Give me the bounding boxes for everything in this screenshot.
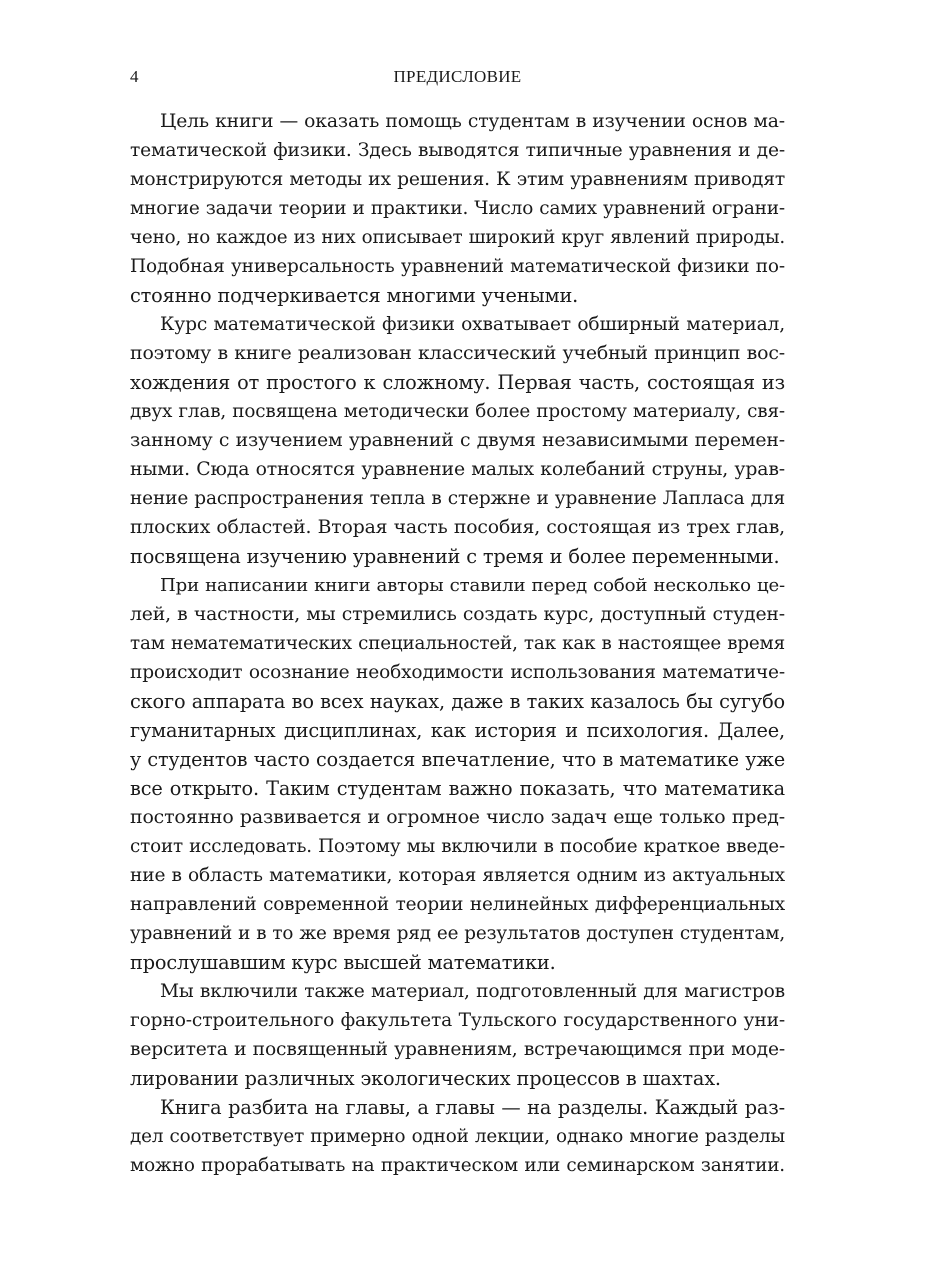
text-line: хождения от простого к сложному. Первая часть, состоящая из <box>130 371 785 394</box>
paragraph <box>130 1093 785 1180</box>
text-line: там нематематических специальностей, так как в настоящее время <box>130 633 785 654</box>
text-line: поэтому в книге реализован классический учебный принцип вос- <box>130 342 785 364</box>
text-line: плоских областей. Вторая часть пособия, состоящая из трех глав, <box>130 517 785 538</box>
text-line: лировании различных экологических процессов в шахтах. <box>130 1067 721 1090</box>
text-line: ние в область математики, которая является одним из актуальных <box>130 865 785 886</box>
text-line: верситета и посвященный уравнениям, встречающимся при моде- <box>130 1039 785 1060</box>
text-line: многие задачи теории и практики. Число самих уравнений ограни- <box>130 198 785 219</box>
text-line: гуманитарных дисциплинах, как история и психология. Далее, <box>130 719 785 742</box>
text-line: чено, но каждое из них описывает широкий круг явлений природы. <box>130 227 785 248</box>
body-text <box>130 107 785 1180</box>
text-line: постоянно развивается и огромное число задач еще только пред- <box>130 806 785 828</box>
text-line: Цель книги — оказать помощь студентам в изучении основ ма- <box>160 111 785 132</box>
text-line: занному с изучением уравнений с двумя независимыми перемен- <box>130 430 785 451</box>
text-line: тематической физики. Здесь выводятся типичные уравнения и де- <box>130 140 785 161</box>
text-line: посвящена изучению уравнений с тремя и более переменными. <box>130 545 780 568</box>
text-line: При написании книги авторы ставили перед собой несколько це- <box>160 575 785 596</box>
text-line: происходит осознание необходимости использования математиче- <box>130 662 785 683</box>
text-line: все открыто. Таким студентам важно показать, что математика <box>130 777 785 800</box>
running-title: ПРЕДИСЛОВИЕ <box>393 67 522 86</box>
text-line: можно прорабатывать на практическом или семинарском занятии. <box>130 1155 785 1176</box>
text-line: стоит исследовать. Поэтому мы включили в пособие краткое введе- <box>130 836 785 857</box>
text-line: лей, в частности, мы стремились создать курс, доступный студен- <box>130 604 785 625</box>
text-line: стоянно подчеркивается многими учеными. <box>130 284 579 307</box>
text-line: горно-строительного факультета Тульского государственного уни- <box>130 1010 785 1031</box>
text-line: дел соответствует примерно одной лекции, однако многие разделы <box>130 1126 785 1147</box>
text-line: ными. Сюда относятся уравнение малых колебаний струны, урав- <box>130 459 785 480</box>
text-line: уравнений и в то же время ряд ее результатов доступен студентам, <box>130 923 785 944</box>
text-line: у студентов часто создается впечатление, что в математике уже <box>130 748 785 771</box>
text-line: нение распространения тепла в стержне и уравнение Лапласа для <box>130 488 785 509</box>
text-line: двух глав, посвящена методически более простому материалу, свя- <box>130 401 785 422</box>
text-line: ского аппарата во всех науках, даже в таких казалось бы сугубо <box>130 690 785 713</box>
paragraph <box>130 310 785 571</box>
paragraph <box>130 107 785 310</box>
running-head <box>130 64 785 90</box>
text-line: Книга разбита на главы, а главы — на разделы. Каждый раз- <box>160 1096 785 1119</box>
paragraph <box>130 571 785 977</box>
text-line: прослушавшим курс высшей математики. <box>130 951 556 974</box>
text-line: монстрируются методы их решения. К этим уравнениям приводят <box>130 169 785 190</box>
text-line: направлений современной теории нелинейных дифференциальных <box>130 894 785 915</box>
text-line: Мы включили также материал, подготовленный для магистров <box>160 981 785 1002</box>
text-line: Курс математической физики охватывает обширный материал, <box>160 314 785 335</box>
page-number: 4 <box>130 67 139 86</box>
paragraph <box>130 977 785 1093</box>
text-line: Подобная универсальность уравнений математической физики по- <box>130 256 785 277</box>
